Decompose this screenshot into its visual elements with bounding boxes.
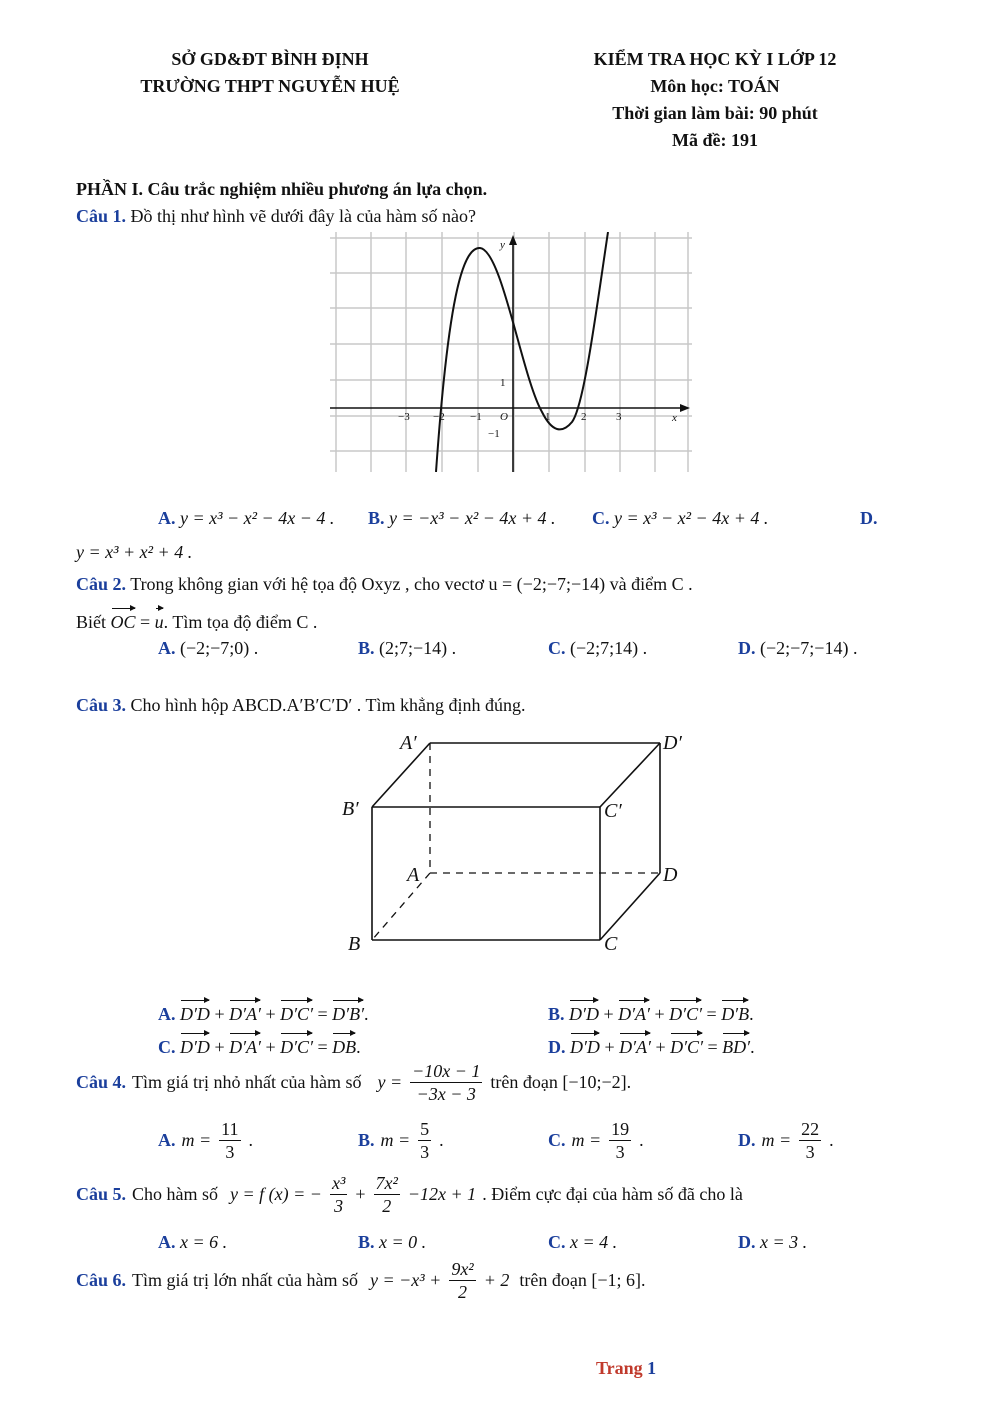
option-a-text: y = x³ − x² − 4x − 4 . — [180, 508, 335, 528]
option-d-label: D. — [738, 1130, 756, 1150]
frac-den: 3 — [805, 1142, 815, 1162]
q2-text-post: . Tìm tọa độ điểm C . — [163, 612, 318, 632]
q5-term2-fraction — [374, 1172, 400, 1217]
q2-text-pre: Biết — [76, 612, 106, 632]
q4-option-a[interactable]: A. m = $\frac{11}{3}$ . — [158, 1119, 253, 1162]
option-b-text: (2;7;−14) . — [379, 638, 457, 658]
vec-da: D′A′ — [229, 998, 261, 1025]
q3-option-d[interactable]: D. D′D + D′A′ + D′C′ = BD′. — [548, 1031, 755, 1058]
vec-dd: D′D — [570, 1031, 600, 1058]
frac-den: 3 — [615, 1142, 625, 1162]
question-3-label: Câu 3. — [76, 695, 127, 715]
equals: = — [317, 1004, 328, 1024]
option-b-fraction — [418, 1118, 431, 1163]
q6-text-post: trên đoạn [−1; 6]. — [519, 1270, 646, 1290]
frac-num: 7x² — [375, 1173, 398, 1193]
option-c-label: C. — [158, 1037, 176, 1057]
option-a-label: A. — [158, 1232, 176, 1252]
q4-option-d[interactable]: D. m = $\frac{22}{3}$ . — [738, 1119, 834, 1162]
header-right — [560, 46, 870, 154]
option-c-text: x = 4 . — [570, 1232, 618, 1252]
q2-option-b[interactable] — [358, 638, 456, 659]
q1-option-d-text[interactable]: y = x³ + x² + 4 . — [76, 542, 193, 562]
question-2-label: Câu 2. — [76, 574, 127, 594]
vertex-b: B — [348, 933, 361, 955]
page-number: 1 — [647, 1358, 657, 1378]
exam-duration: Thời gian làm bài: 90 phút — [612, 103, 818, 123]
question-2-text: Trong không gian với hệ tọa độ Oxyz , cho vectơ u = (−2;−7;−14) và điểm C . — [130, 574, 693, 594]
frac-den: 3 — [420, 1142, 430, 1162]
q3-parallelepiped — [330, 725, 700, 960]
question-6 — [76, 1258, 645, 1303]
q5-option-c[interactable] — [548, 1232, 617, 1253]
option-d-text: x = 3 . — [760, 1232, 808, 1252]
vertex-a: A — [407, 864, 420, 886]
option-d-label: D. — [548, 1037, 566, 1057]
question-5-label: Câu 5. — [76, 1184, 127, 1204]
frac-num: x³ — [331, 1173, 346, 1193]
x-tick-2: 2 — [581, 411, 587, 423]
q4-text-post: trên đoạn [−10;−2]. — [490, 1072, 632, 1092]
option-a-label: A. — [158, 638, 176, 658]
subject: Môn học: TOÁN — [650, 76, 780, 96]
frac-num: 9x² — [451, 1259, 474, 1279]
question-5 — [76, 1172, 743, 1217]
option-b-label: B. — [358, 1130, 375, 1150]
q1-option-d-label-wrap[interactable] — [860, 508, 878, 529]
plus: + — [603, 1004, 614, 1024]
q5-option-d[interactable] — [738, 1232, 807, 1253]
plus: + — [655, 1037, 666, 1057]
question-5-text: Cho hàm số — [132, 1184, 219, 1204]
x-tick-1: 1 — [545, 411, 551, 423]
edge-c-d — [600, 873, 660, 940]
vertex-dprime: D′ — [663, 732, 682, 754]
option-c-text: (−2;7;14) . — [570, 638, 648, 658]
q4-denominator: −3x − 3 — [416, 1084, 476, 1104]
option-b-label: B. — [368, 508, 385, 528]
plus: + — [265, 1004, 276, 1024]
q3-option-a[interactable]: A. D′D + D′A′ + D′C′ = D′B′. — [158, 998, 369, 1025]
vec-dd: D′D — [180, 998, 210, 1025]
option-d-label: D. — [738, 1232, 756, 1252]
option-b-label: B. — [358, 638, 375, 658]
m-eq: m = — [380, 1130, 411, 1150]
y-axis-label: y — [500, 239, 505, 251]
vertex-c: C — [604, 933, 618, 955]
q4-y-eq: y = — [377, 1072, 403, 1092]
x-tick-3: 3 — [616, 411, 622, 423]
vec-dc: D′C′ — [280, 1031, 313, 1058]
option-a-fraction — [219, 1118, 240, 1163]
exam-code: Mã đề: 191 — [672, 130, 758, 150]
option-d-text: (−2;−7;−14) . — [760, 638, 858, 658]
plus: + — [604, 1037, 615, 1057]
option-a-text: (−2;−7;0) . — [180, 638, 259, 658]
origin-label: O — [500, 411, 508, 423]
section-title: PHẦN I. Câu trắc nghiệm nhiều phương án lựa chọn. — [76, 179, 488, 199]
option-a-label: A. — [158, 1130, 176, 1150]
vec-rhs: BD′ — [722, 1031, 750, 1058]
option-c-label: C. — [548, 1130, 566, 1150]
vec-dc: D′C′ — [280, 998, 313, 1025]
q1-option-c[interactable] — [592, 508, 768, 529]
q6-function-lhs: y = −x³ + — [369, 1270, 442, 1290]
equals: = — [707, 1037, 718, 1057]
x-axis-label: x — [672, 412, 677, 424]
question-1 — [76, 206, 476, 227]
option-d-label: D. — [738, 638, 756, 658]
vec-dc: D′C′ — [670, 1031, 703, 1058]
vec-rhs: D′B′ — [332, 998, 364, 1025]
q3-option-c[interactable]: C. D′D + D′A′ + D′C′ = DB. — [158, 1031, 361, 1058]
q1-option-a[interactable] — [158, 508, 334, 529]
y-tick-neg1: −1 — [488, 428, 500, 440]
q2-vector-u: u — [155, 606, 164, 633]
vec-da: D′A′ — [229, 1031, 261, 1058]
question-6-text: Tìm giá trị lớn nhất của hàm số — [132, 1270, 358, 1290]
option-b-label: B. — [358, 1232, 375, 1252]
vertex-d: D — [663, 864, 678, 886]
question-4-text: Tìm giá trị nhỏ nhất của hàm số — [132, 1072, 362, 1092]
q6-fraction — [449, 1258, 475, 1303]
equals: = — [317, 1037, 328, 1057]
equals: = — [706, 1004, 717, 1024]
q2-option-a[interactable] — [158, 638, 258, 659]
question-1-label: Câu 1. — [76, 206, 127, 226]
vec-dd: D′D — [569, 998, 599, 1025]
cubic-curve — [436, 232, 608, 472]
option-a-text: x = 6 . — [180, 1232, 228, 1252]
q4-fraction — [410, 1060, 482, 1105]
q5-function-lhs: y = f (x) = − — [230, 1184, 322, 1204]
question-2-line2 — [76, 606, 317, 633]
q2-vector-oc: OC — [111, 606, 136, 633]
x-tick-neg2: −2 — [433, 411, 445, 423]
option-c-label: C. — [592, 508, 610, 528]
hidden-edge-a-b — [372, 873, 430, 940]
frac-den: 3 — [334, 1196, 344, 1216]
q1-option-b[interactable] — [368, 508, 556, 529]
vec-rhs: D′B — [721, 998, 749, 1025]
vertex-bprime: B′ — [342, 798, 359, 820]
frac-num: 22 — [801, 1119, 820, 1139]
m-eq: m = — [571, 1130, 602, 1150]
plus: + — [654, 1004, 665, 1024]
frac-num: 11 — [221, 1119, 239, 1139]
school-department: SỞ GD&ĐT BÌNH ĐỊNH — [171, 49, 369, 69]
vec-rhs: DB — [332, 1031, 356, 1058]
option-a-label: A. — [158, 1004, 176, 1024]
m-eq: m = — [761, 1130, 792, 1150]
q5-term1-fraction — [330, 1172, 347, 1217]
option-b-text: y = −x³ − x² − 4x + 4 . — [389, 508, 556, 528]
header-left — [120, 46, 420, 100]
q4-numerator: −10x − 1 — [412, 1061, 481, 1081]
x-tick-neg3: −3 — [398, 411, 410, 423]
frac-den: 2 — [382, 1196, 392, 1216]
school-name: TRƯỜNG THPT NGUYỄN HUỆ — [140, 76, 400, 96]
y-axis-arrow — [509, 235, 517, 245]
q5-text-post: . Điểm cực đại của hàm số đã cho là — [482, 1184, 743, 1204]
q2-option-c[interactable] — [548, 638, 647, 659]
question-3 — [76, 695, 525, 716]
question-2 — [76, 574, 693, 595]
option-b-text: x = 0 . — [379, 1232, 427, 1252]
plus: + — [265, 1037, 276, 1057]
vec-dd: D′D — [180, 1031, 210, 1058]
y-tick-1: 1 — [500, 377, 506, 389]
vertex-cprime: C′ — [604, 800, 622, 822]
option-d-fraction — [799, 1118, 821, 1163]
vertex-aprime: A′ — [400, 732, 417, 754]
q5-option-a[interactable] — [158, 1232, 227, 1253]
edge-dprime-cprime — [600, 743, 660, 807]
option-c-label: C. — [548, 638, 566, 658]
graph-grid — [330, 232, 692, 472]
option-b-label: B. — [548, 1004, 565, 1024]
m-eq: m = — [181, 1130, 212, 1150]
plus: + — [214, 1004, 225, 1024]
option-c-fraction — [609, 1118, 631, 1163]
frac-num: 5 — [420, 1119, 430, 1139]
question-3-text: Cho hình hộp ABCD.A′B′C′D′ . Tìm khẳng định đúng. — [130, 695, 526, 715]
frac-den: 3 — [225, 1142, 235, 1162]
q5-option-b[interactable] — [358, 1232, 426, 1253]
frac-num: 19 — [611, 1119, 630, 1139]
option-d-label: D. — [860, 508, 878, 528]
x-tick-neg1: −1 — [470, 411, 482, 423]
q4-option-c[interactable]: C. m = $\frac{19}{3}$ . — [548, 1119, 644, 1162]
option-c-label: C. — [548, 1232, 566, 1252]
frac-den: 2 — [458, 1282, 467, 1302]
question-4-label: Câu 4. — [76, 1072, 127, 1092]
vec-da: D′A′ — [618, 998, 650, 1025]
q4-option-b[interactable]: B. m = $\frac{5}{3}$ . — [358, 1119, 444, 1162]
page-word: Trang — [596, 1358, 643, 1378]
q3-option-b[interactable]: B. D′D + D′A′ + D′C′ = D′B. — [548, 998, 754, 1025]
q2-option-d[interactable] — [738, 638, 857, 659]
q2-equals: = — [135, 612, 155, 632]
question-4 — [76, 1060, 631, 1105]
question-1-text: Đồ thị như hình vẽ dưới đây là của hàm số nào? — [130, 206, 476, 226]
q6-tail: + 2 — [483, 1270, 510, 1290]
q5-tail: −12x + 1 — [407, 1184, 477, 1204]
plus: + — [355, 1184, 366, 1204]
option-c-text: y = x³ − x² − 4x + 4 . — [614, 508, 769, 528]
vec-da: D′A′ — [619, 1031, 651, 1058]
question-6-label: Câu 6. — [76, 1270, 127, 1290]
q1-cubic-graph — [330, 232, 692, 472]
plus: + — [214, 1037, 225, 1057]
vec-dc: D′C′ — [669, 998, 702, 1025]
exam-title: KIỂM TRA HỌC KỲ I LỚP 12 — [593, 49, 837, 69]
option-a-label: A. — [158, 508, 176, 528]
page-footer — [596, 1358, 656, 1379]
